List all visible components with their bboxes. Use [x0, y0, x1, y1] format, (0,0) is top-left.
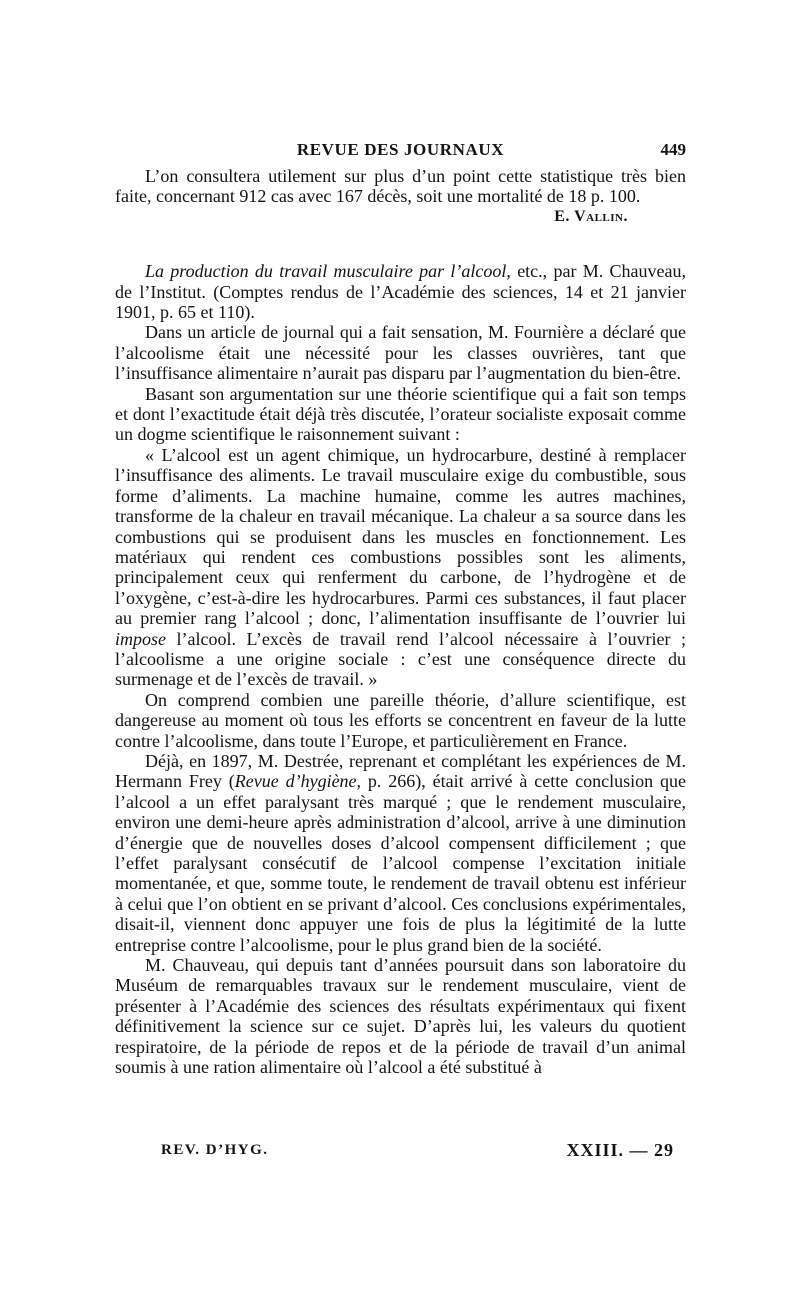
paragraph-1: Dans un article de journal qui a fait sensation, M. Fournière a déclaré que l’alcoolisme était une nécessité pour les classes ouvrières, tant que l’insuffisance alimentaire n’aurait pas disparu par l’augmentation du bien-être. [115, 322, 686, 384]
page-number: 449 [660, 140, 686, 159]
quote-emphasis: impose [115, 628, 166, 649]
page-body [115, 136, 686, 1077]
previous-article-signature: E. Vallin. [554, 207, 628, 225]
journal-reference: Revue d’hygiène [234, 771, 357, 792]
quote-part-2: l’alcool. L’excès de travail rend l’alcool nécessaire à l’ouvrier ; l’alcoolisme a une origine sociale : c’est une conséquence directe du surmenage et de l’excès de travail. » [115, 628, 686, 690]
paragraph-4-part-2: , p. 266), était arrivé à cette conclusion que l’alcool a un effet paralysant très marqué ; que le rendement musculaire, environ une demi-heure après administration d’alcool, arrive à une diminution d’énergie que de nouvelles doses d’alcool compensent difficilement ; que l’effet paralysant consécutif de l’alcool compense l’excitation initiale momentanée, et que, somme toute, le rendement de travail obtenu est inférieur à celui que l’on obtient en se privant d’alcool. Ces conclusions expérimentales, disait-il, viennent donc appuyer une fois de plus la légitimité de la lutte entreprise contre l’alcoolisme, pour le plus grand bien de la société. [115, 771, 686, 955]
quote-part-1: « L’alcool est un agent chimique, un hydrocarbure, destiné à remplacer l’insuffisance des aliments. Le travail musculaire exige du combustible, sous forme d’aliments. La machine humaine, comme les autres machines, transforme de la chaleur en travail mécanique. La chaleur a sa source dans les combustions qui se produisent dans les muscles en fonctionnement. Les matériaux qui rendent ces combustions possibles sont les aliments, principalement ceux qui renferment du carbone, de l’hydrogène et de l’oxygène, c’est-à-dire les hydrocarbures. Parmi ces substances, il faut placer au premier rang l’alcool ; donc, l’alimentation insuffisante de l’ouvrier lui [115, 444, 686, 629]
paragraph-2: Basant son argumentation sur une théorie scientifique qui a fait son temps et dont l’exactitude était déjà très discutée, l’orateur socialiste exposait comme un dogme scientifique le raisonnement suivant : [115, 383, 686, 445]
article-citation-details: etc., par M. Chauveau, de l’Institut. (Comptes rendus de l’Académie des sciences, 14 et 21 janvier 1901, p. 65 et 110). [115, 261, 686, 323]
previous-article-closing: L’on consultera utilement sur plus d’un point cette statistique très bien faite, concernant 912 cas avec 167 décès, soit une mortalité de 18 p. 100. [115, 166, 686, 207]
running-head [115, 136, 686, 166]
page-footer [161, 1142, 674, 1168]
paragraph-3: On comprend combien une pareille théorie, d’allure scientifique, est dangereuse au moment où tous les efforts se concentrent en faveur de la lutte contre l’alcoolisme, dans toute l’Europe, et particulièrement en France. [115, 689, 686, 751]
article-citation [115, 261, 686, 322]
quoted-argument [115, 445, 686, 690]
journal-abbreviation: REV. D’HYG. [161, 1142, 269, 1158]
running-title: REVUE DES JOURNAUX [296, 140, 505, 159]
article-title: La production du travail musculaire par l’alcool, [145, 261, 511, 282]
volume-sheet-mark: XXIII. — 29 [566, 1140, 674, 1160]
paragraph-4 [115, 751, 686, 955]
paragraph-5: M. Chauveau, qui depuis tant d’années poursuit dans son laboratoire du Muséum de remarquables travaux sur le rendement musculaire, vient de présenter à l’Académie des sciences des résultats expérimentaux qui fixent définitivement la science sur ce sujet. D’après lui, les valeurs du quotient respiratoire, de la période de repos et de la période de travail d’un animal soumis à une ration alimentaire où l’alcool a été substitué à [115, 955, 686, 1078]
paragraph-4-part-1: Déjà, en 1897, M. Destrée, reprenant et complétant les expériences de M. Hermann Frey ( [115, 750, 686, 792]
